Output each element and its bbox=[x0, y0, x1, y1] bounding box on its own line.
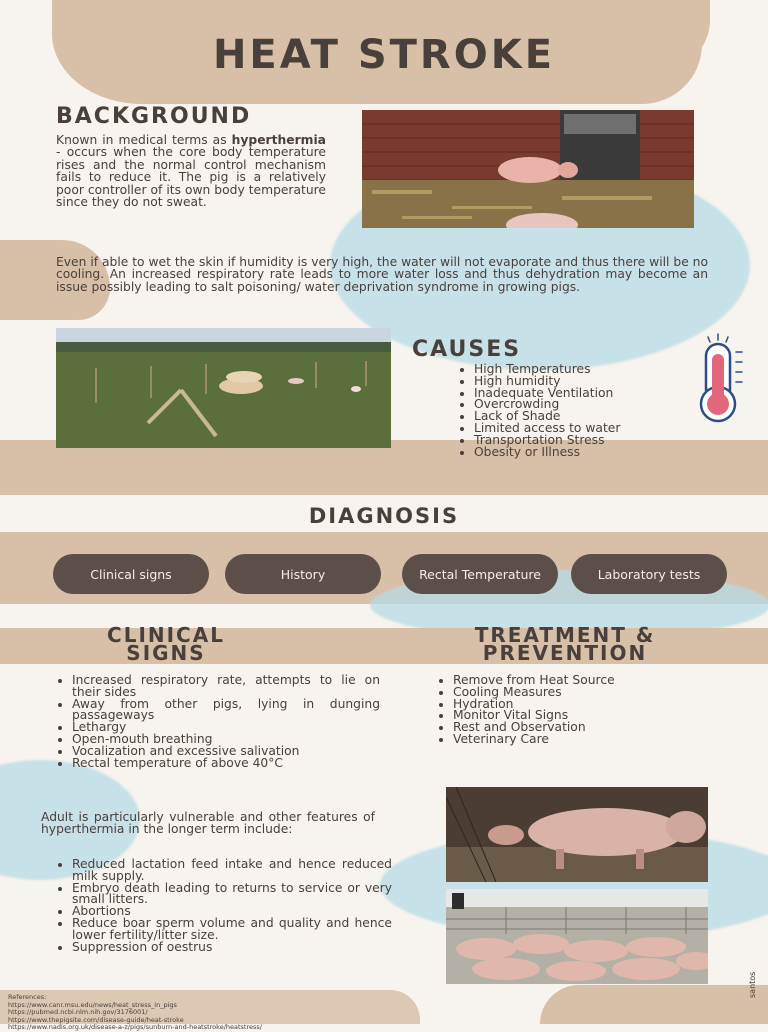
photo-pigs-pen bbox=[446, 889, 708, 984]
adult-effect-item: • Abortions bbox=[72, 906, 392, 918]
treatment-item: • Veterinary Care bbox=[453, 734, 733, 746]
treatment-heading-line2: PREVENTION bbox=[482, 641, 648, 665]
clinical-sign-item: • Increased respiratory rate, attempts to lie on their sides bbox=[72, 675, 380, 699]
reference-link[interactable]: https://www.nadis.org.uk/disease-a-z/pigs/sunburn-and-heatstroke/heatstress/ bbox=[8, 1023, 262, 1031]
page-title: HEAT STROKE bbox=[212, 32, 556, 78]
diagnosis-pill-rectal-temperature: Rectal Temperature bbox=[402, 554, 558, 594]
clinical-sign-item: • Rectal temperature of above 40°C bbox=[72, 758, 380, 770]
clinical-signs-heading bbox=[56, 623, 276, 665]
cause-item: • High humidity bbox=[474, 376, 714, 388]
cause-item: • Limited access to water bbox=[474, 423, 714, 435]
cause-item: • Overcrowding bbox=[474, 399, 714, 411]
adult-effect-item: • Reduce boar sperm volume and quality and hence lower fertility/litter size. bbox=[72, 918, 392, 942]
reference-link[interactable]: https://pubmed.ncbi.nlm.nih.gov/3176001/ bbox=[8, 1008, 148, 1016]
cause-item: • Lack of Shade bbox=[474, 411, 714, 423]
signature: santos bbox=[748, 971, 757, 998]
references-block bbox=[8, 994, 428, 1032]
reference-link[interactable]: https://www.canr.msu.edu/news/heat_stress_in_pigs bbox=[8, 1000, 177, 1009]
adult-effects-list bbox=[56, 859, 392, 953]
clinical-signs-list bbox=[56, 675, 380, 769]
thermometer-icon bbox=[688, 332, 748, 424]
photo-pig-mud bbox=[446, 787, 708, 882]
treatment-list bbox=[437, 675, 733, 746]
treatment-item: • Remove from Heat Source bbox=[453, 675, 733, 687]
adult-effect-item: • Reduced lactation feed intake and hence reduced milk supply. bbox=[72, 859, 392, 883]
diagnosis-pill-history: History bbox=[225, 554, 381, 594]
clinical-heading-line1: CLINICAL bbox=[107, 623, 225, 647]
clinical-sign-item: • Lethargy bbox=[72, 722, 380, 734]
clinical-heading-line2: SIGNS bbox=[126, 641, 206, 665]
treatment-item: • Cooling Measures bbox=[453, 687, 733, 699]
bg-p1-rest: - occurs when the core body temperature rises and the normal control mechanism fails to reduce it. The pig is a relatively poor controller of its own body temperature since they do not sweat. bbox=[56, 145, 326, 210]
clinical-sign-item: • Vocalization and excessive salivation bbox=[72, 746, 380, 758]
adult-effect-item: • Embryo death leading to returns to service or very small litters. bbox=[72, 883, 392, 907]
background-paragraph-1 bbox=[56, 134, 326, 208]
bg-p1-prefix: Known in medical terms as bbox=[56, 133, 227, 147]
cause-item: • Obesity or Illness bbox=[474, 447, 714, 459]
clinical-sign-item: • Open-mouth breathing bbox=[72, 734, 380, 746]
treatment-item: • Rest and Observation bbox=[453, 722, 733, 734]
cause-item: • Inadequate Ventilation bbox=[474, 388, 714, 400]
treatment-item: • Hydration bbox=[453, 699, 733, 711]
cause-item: • Transportation Stress bbox=[474, 435, 714, 447]
causes-heading: CAUSES bbox=[412, 337, 522, 362]
cause-item: • High Temperatures bbox=[474, 364, 714, 376]
diagnosis-pill-clinical-signs: Clinical signs bbox=[53, 554, 209, 594]
photo-pigs-field bbox=[56, 328, 391, 448]
clinical-sign-item: • Away from other pigs, lying in dunging passageways bbox=[72, 699, 380, 723]
treatment-item: • Monitor Vital Signs bbox=[453, 710, 733, 722]
bg-p1-term: hyperthermia bbox=[231, 133, 326, 147]
tan-corner-bottom bbox=[540, 985, 768, 1024]
background-heading: BACKGROUND bbox=[56, 104, 252, 129]
causes-list bbox=[458, 364, 714, 458]
background-paragraph-2: Even if able to wet the skin if humidity is very high, the water will not evaporate and thus there will be no cooling. An increased respiratory rate leads to more water loss and thus dehydration may become an issue possibly leading to salt poisoning/ water deprivation syndrome in growing pigs. bbox=[56, 255, 708, 294]
photo-pig-barn bbox=[362, 110, 694, 228]
reference-link[interactable]: https://www.thepigsite.com/disease-guide/heat-stroke bbox=[8, 1015, 184, 1024]
treatment-heading bbox=[420, 623, 710, 665]
references-label: References: bbox=[8, 993, 47, 1001]
adult-effect-item: • Suppression of oestrus bbox=[72, 942, 392, 954]
adult-vulnerability-paragraph: Adult is particularly vulnerable and other features of hyperthermia in the longer term include: bbox=[41, 810, 375, 837]
treatment-heading-line1: TREATMENT & bbox=[474, 623, 656, 647]
diagnosis-heading: DIAGNOSIS bbox=[308, 504, 460, 528]
diagnosis-pill-laboratory-tests: Laboratory tests bbox=[571, 554, 727, 594]
